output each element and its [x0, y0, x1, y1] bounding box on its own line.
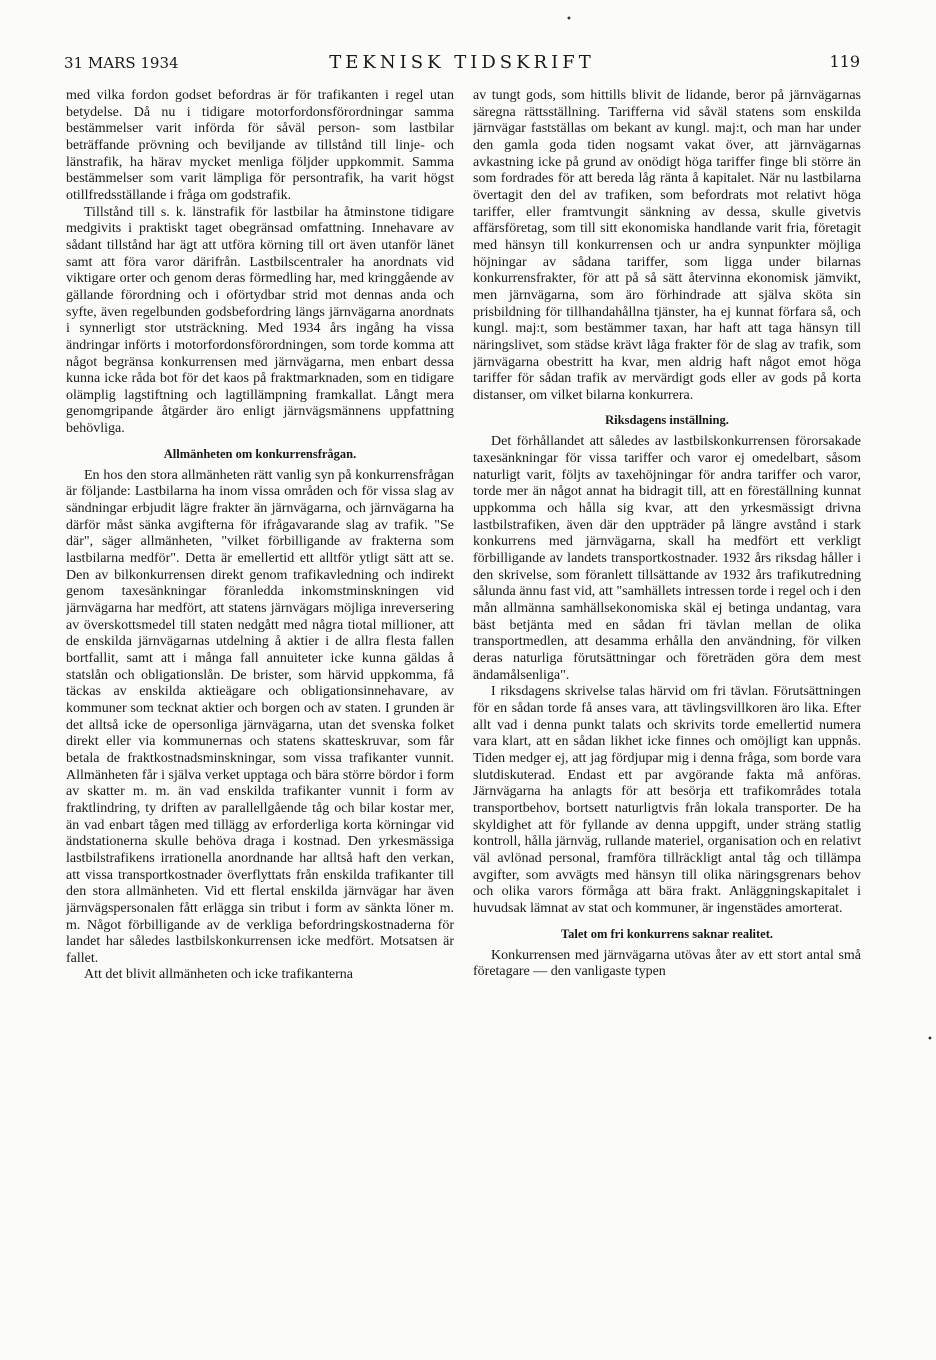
paragraph: Det förhållandet att således av lastbilskonkurrensen förorsakade taxesänkningar för vissa tariffer och varor ej omedelbart, såsom naturligt varit, följts av taxehöjningar för andra tariffer och varor, torde mer än något annat ha bidragit till, att en föreställning kunnat uppkomma och hålla sig kvar, att den yrkesmässigt drivna lastbilstrafiken, även där den uppträder på längre avstånd i stark konkurrens med järnvägarna, skall ha medfört ett verkligt förbilligande av landets transportkostnader. 1932 års riksdag håller i den skrivelse, som föranlett tillsättande av 1932 års trafikutredning sålunda ännu fast vid, att "samhällets intressen torde i regel och i den mån allmänna samhällsekonomiska skäl ej betinga undantag, vara bäst betjänta med en sådan fri tävlan mellan de olika transportmedlen, att desamma erhålla den användning, för vilken deras naturliga förutsättningar och företräden göra dem mest ändamålsenliga".: [473, 434, 861, 683]
speck-mark: •: [927, 1034, 933, 1045]
page-header: [64, 52, 860, 74]
section-heading: Allmänheten om konkurrensfrågan.: [163, 446, 357, 461]
issue-date: 31 MARS 1934: [64, 54, 179, 72]
journal-title: TEKNISK TIDSKRIFT: [329, 52, 595, 73]
paragraph: En hos den stora allmänheten rätt vanlig syn på konkurrensfrågan är följande: Lastbilarna ha inom vissa områden och för vissa slag av sändningar erbjudit lägre frakter än järnvägarna, och järnvägarna ha därför måst sänka avgifterna för ifrågavarande slag av trafik. "Se där", säger allmänheten, "vilket förbilligande av frakterna som lastbilarna medför". Detta är emellertid ett alltför ytligt sätt att se. Den av bilkonkurrensen direkt genom trafikavledning och indirekt genom taxesänkningar föranledda inkomstminskningen vid järnvägarna har medfört, att statens järnvägars möjliga inreversering av överskottsmedel till staten nedgått med några tiotal millioner, att de enskilda järnvägarnas utdelning å aktier i de allra flesta fallen bortfallit, samt att i många fall annuiteter icke kunna gäldas å statslån och obligationslån. De brister, som härvid uppkomma, få täckas av enskilda aktieägare och obligationsinnehavare, av kommuner som tecknat aktier och borgen och av staten. I grunden är det alltså icke de opersonliga järnvägarna, utan det svenska folket direkt eller via kommunernas och statens skatteskruvar, som får betala de fraktkostnadsminskningar, som vissa trafikanter vunnit. Allmänheten får i själva verket upptaga och bära större bördor i form av skatter m. m. än vad enskilda trafikanter vunnit i form av fraktlindring, ty driften av parallellgående tåg och bilar kostar mer, än vad enbart tågen med tillägg av erforderliga korta körningar vid ändstationerna skulle behöva draga i kostnad. Den yrkesmässiga lastbilstrafikens irrationella anordnande har alltså haft den verkan, att vissa transportkostnader överflyttats från enskilda trafikanter till den stora allmänheten. Vid ett flertal enskilda järnvägar har även järnvägspersonalen fått erlägga sin tribut i form av sänkta löner m. m. Något förbilligande av de verkliga befordringskostnaderna för landet har således lastbilskonkurrensen icke medfört. Motsatsen är fallet.: [66, 467, 454, 966]
right-column: [473, 88, 861, 1320]
paragraph: Konkurrensen med järnvägarna utövas åter av ett stort antal små företagare — den vanligaste typen: [473, 947, 861, 980]
left-column: [66, 88, 454, 1320]
section-heading: Riksdagens inställning.: [605, 413, 729, 428]
section-heading: Talet om fri konkurrens saknar realitet.: [560, 926, 774, 941]
page-number: 119: [829, 52, 860, 71]
paragraph: I riksdagens skrivelse talas härvid om fri tävlan. Förutsättningen för en sådan torde få anses vara, att tävlingsvillkoren äro lika. Efter allt vad i denna punkt talats och skrivits torde emellertid numera vara klart, att en sådan likhet icke finnes och omöjligt kan uppnås. Tiden medger ej, att jag fördjupar mig i denna fråga, som borde vara slutdiskuterad. Endast ett par avgörande fakta må anföras. Järnvägarna ha anlagts för att besörja ett trafikområdes totala transportbehov, bortsett naturligtvis från lokala transporter. De ha skyldighet att för fyllande av denna uppgift, under sträng statlig kontroll, hålla järnväg, rullande materiel, organisation och en relativt väl avlönad personal, framföra tillräckligt antal tåg och tillämpa avgifter, som avvägts med hänsyn till olika näringsgrenars behov och olika varors förmåga att bära frakt. Anläggningskapitalet i huvudsak lämnat av stat och kommuner, är ingenstädes amorterat.: [473, 684, 861, 916]
paragraph: Att det blivit allmänheten och icke trafikanterna: [84, 967, 354, 983]
paragraph: Tillstånd till s. k. länstrafik för lastbilar ha åtminstone tidigare medgivits i praktiskt taget obegränsad omfattning. Innehavare av sådant tillstånd har ägt att utföra körning till ort även utanför länet samt att föra varor därifrån. Lastbilscentraler ha anordnats vid viktigare orter och genom deras förmedling har, med kringgående av gällande förordning och i oförtydbar strid mot dennas anda och syfte, även regelbunden godsbefordring längs järnvägarna anordnats i synnerligt stor utsträckning. Med 1934 års ingång ha vissa ändringar införts i motorfordonsförordningen, som torde komma att något begränsa konkurrensen med järnvägarna, men enbart dessa kunna icke råda bot för det kaos på fraktmarknaden, som en tidigare olämplig lagstiftning och lagtillämpning framkallat. Långt mera genomgripande åtgärder äro enligt järnvägsmännens uppfattning behövliga.: [66, 204, 454, 437]
paragraph: med vilka fordon godset befordras är för trafikanten i regel utan betydelse. Då nu i tidigare motorfordonsförordningar samma bestämmelser varit införda för såväl person- som lastbilar beträffande prövning och beviljande av tillstånd till linje- och länstrafik, ha härav mycket menliga följder uppkommit. Samma bestämmelser som varit lämpliga för persontrafik, ha varit högst otillfredsställande i fråga om godstrafik.: [66, 88, 454, 203]
paragraph: av tungt gods, som hittills blivit de lidande, beror på järnvägarnas säregna rättsställning. Tarifferna vid såväl statens som enskilda järnvägar fastställas om bekant av kungl. maj:t, och man har under den gamla goda tiden nogsamt vakat över, att järnvägarnas avkastning icke på grund av onödigt höga tariffer finge bli större än som fordrades för att bereda låg ränta å kapitalet. När nu lastbilarna övertagit den del av trafiken, som befordrats mot relativt höga tariffer, eller framtvungit sänkning av dessa, skulle givetvis affärsföretag, som till sitt ekonomiska handlande varit fria, företagit med hänsyn till konkurrensen och ur andra synpunkter möjliga höjningar av sådana tariffer, som ligga under bilarnas konkurrensfrakter, för att på så sätt återvinna ekonomisk jämvikt, men järnvägarna, som äro förhindrade att själva sköta sin prisbildning för tillhandahållna tjänster, ha ej kunnat förfara så, och kungl. maj:t, som bestämmer taxan, har haft att taga hänsyn till näringslivet, som städse krävt låga frakter för de slag av trafik, som järnvägarna obestritt ha kvar, men aldrig haft något emot höga tariffer för sådan trafik av mervärdigt gods eller av gods på korta distanser, om vilket bilarna konkurrera.: [473, 88, 861, 403]
speck-mark: •: [566, 14, 572, 25]
